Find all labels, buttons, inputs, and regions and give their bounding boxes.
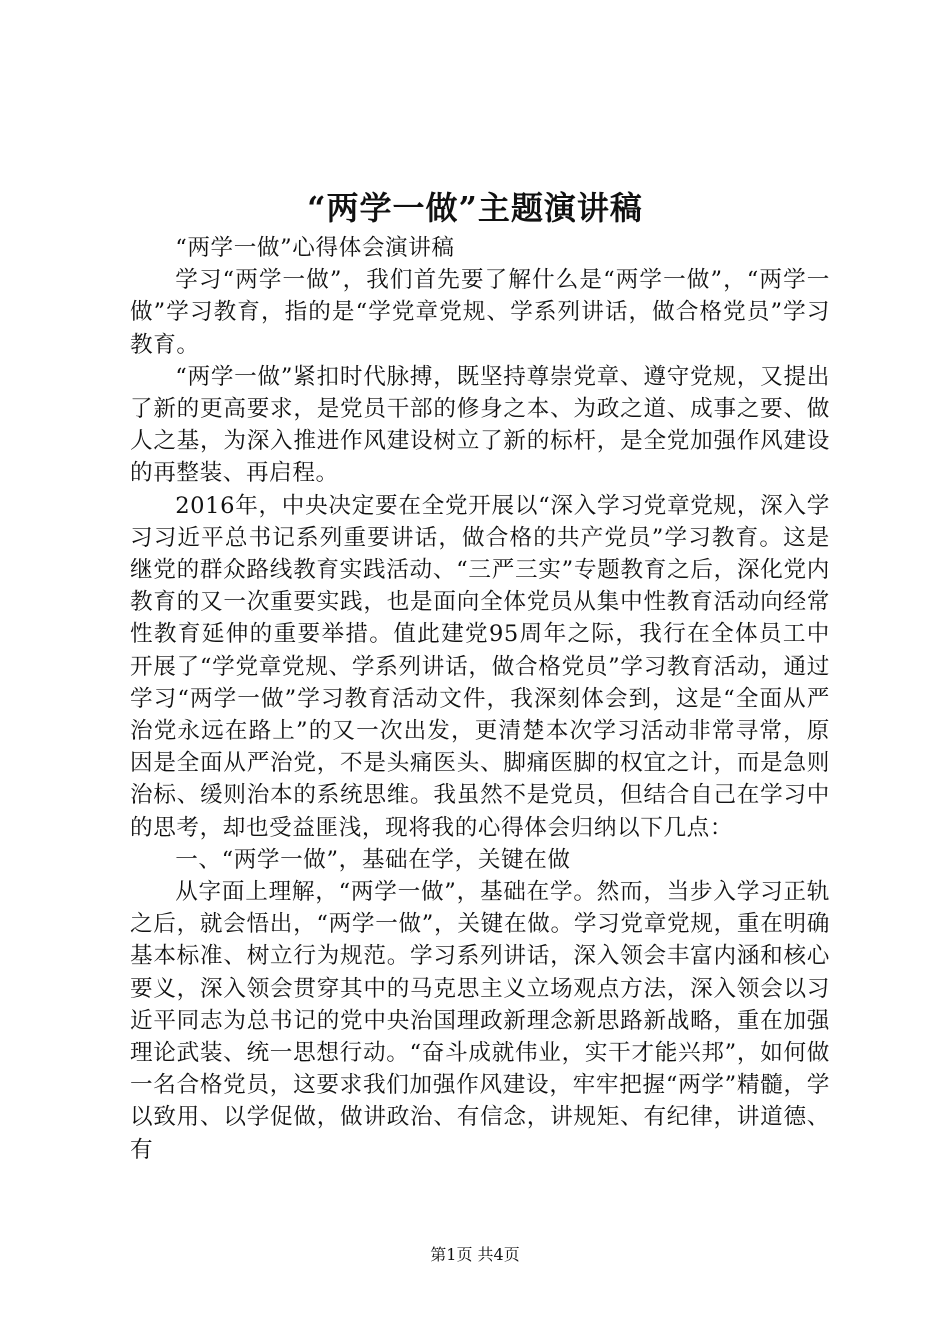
paragraph-subtitle: “两学一做”心得体会演讲稿	[175, 235, 455, 261]
section-heading: 一、“两学一做”，基础在学，关键在做	[175, 846, 571, 873]
document-title: “两学一做”主题演讲稿	[307, 189, 643, 227]
paragraph: “两学一做”紧扣时代脉搏，既坚持尊崇党章、遵守党规，又提出了新的更高要求，是党员干部的修身之本、为政之道、成事之要、做人之基，为深入推进作风建设树立了新的标杆，是全党加强作风建设的再整装、再启程。	[130, 363, 830, 487]
paragraph: 从字面上理解，“两学一做”，基础在学。然而，当步入学习正轨之后，就会悟出，“两学一做”，关键在做。学习党章党规，重在明确基本标准、树立行为规范。学习系列讲话，深入领会丰富内涵和核心要义，深入领会贯穿其中的马克思主义立场观点方法，深入领会以习近平同志为总书记的党中央治国理政新理念新思路新战略，重在加强理论武装、统一思想行动。“奋斗成就伟业，实干才能兴邦”，如何做一名合格党员，这要求我们加强作风建设，牢牢把握“两学”精髓，学以致用、以学促做，做讲政治、有信念，讲规矩、有纪律，讲道德、有	[130, 879, 830, 1163]
paragraph: 学习“两学一做”，我们首先要了解什么是“两学一做”，“两学一做”学习教育，指的是“学党章党规、学系列讲话，做合格党员”学习教育。	[130, 267, 830, 358]
page-number-footer: 第1页 共4页	[430, 1245, 520, 1264]
paragraph: 2016年，中央决定要在全党开展以“深入学习党章党规，深入学习习近平总书记系列重要讲话，做合格的共产党员”学习教育。这是继党的群众路线教育实践活动、“三严三实”专题教育之后，深化党内教育的又一次重要实践，也是面向全体党员从集中性教育活动向经常性教育延伸的重要举措。值此建党95周年之际，我行在全体员工中开展了“学党章党规、学系列讲话，做合格党员”学习教育活动，通过学习“两学一做”学习教育活动文件，我深刻体会到，这是“全面从严治党永远在路上”的又一次出发，更清楚本次学习活动非常寻常，原因是全面从严治党，不是头痛医头、脚痛医脚的权宜之计，而是急则治标、缓则治本的系统思维。我虽然不是党员，但结合自己在学习中的思考，却也受益匪浅，现将我的心得体会归纳以下几点：	[130, 492, 830, 841]
document-body	[130, 232, 830, 1166]
